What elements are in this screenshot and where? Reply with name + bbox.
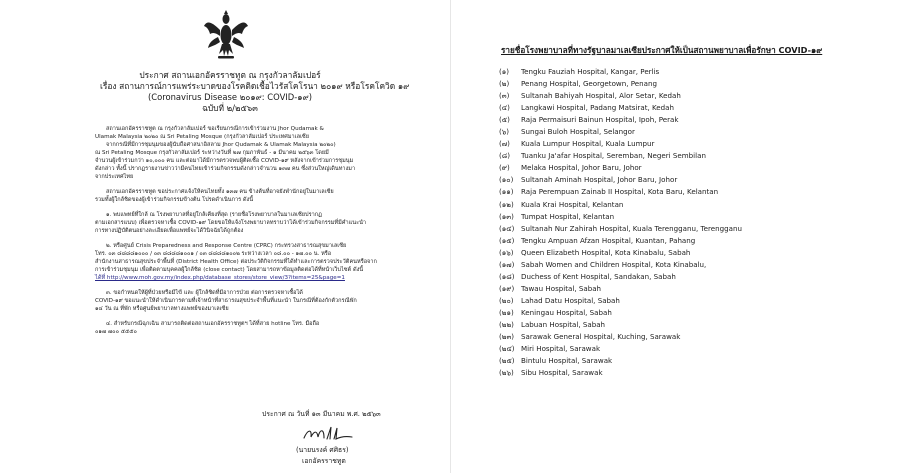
hospital-name: Keningau Hospital, Sabah <box>521 307 612 317</box>
hospital-number: (๑๔) <box>499 223 515 233</box>
hospital-number: (๑๕) <box>499 235 515 245</box>
hospital-number: (๑๑) <box>499 187 514 197</box>
heading-line: ประกาศ สถานเอกอัครราชทูต ณ กรุงกัวลาลัมเปอร์ <box>139 70 321 80</box>
hospital-list-item <box>499 78 879 90</box>
hospital-number: (๒) <box>499 79 510 89</box>
hospital-number: (๘) <box>499 151 511 161</box>
hospital-number: (๖) <box>499 127 510 137</box>
hospital-number: (๒๖) <box>499 368 514 378</box>
body-line: การเข้าร่วมชุมนุม เพื่อติดตามบุคคลผู้ใกล้ชิด (close contact) โดยสามารถหาข้อมูลติดต่อได้ที่หน้าเว็บไซต์ ดังนี้ <box>95 267 364 273</box>
hospital-list-title: รายชื่อโรงพยาบาลที่ทางรัฐบาลมาเลเซียประกาศให้เป็นสถานพยาบาลเพื่อรักษา COVID-๑๙ <box>501 45 823 55</box>
hospital-list-item <box>499 367 879 379</box>
hospital-name: Tuanku Ja'afar Hospital, Seremban, Negeri Sembilan <box>521 151 706 161</box>
hospital-list-item <box>499 90 879 102</box>
body-line: โทร. ๐๓ ๘๘๘๘๑๐๐๐ / ๐๓ ๘๘๘๘๑๐๐๑ / ๐๓ ๘๘๘๘๑๐๐๒ ระหว่างเวลา ๐๘.๐๐ - ๑๗.๐๐ น. หรือ <box>95 251 332 257</box>
moh-link[interactable] <box>95 274 345 282</box>
hospital-name: Tengku Ampuan Afzan Hospital, Kuantan, Pahang <box>521 235 696 245</box>
hospital-list-item <box>499 319 879 331</box>
body-line: ดังกล่าว ทั้งนี้ ปรากฏรายงานข่าวว่ามีคนไทยเข้าร่วมกิจกรรมดังกล่าวจำนวน ๑๓๗ คน ซึ่งส่วนใหญ่เดินทางมา <box>95 166 356 172</box>
body-line: รวมทั้งผู้ใกล้ชิดของผู้เข้าร่วมกิจกรรมข้างต้น โปรดดำเนินการ ดังนี้ <box>95 197 254 203</box>
body-line: ๔. สำหรับกรณีฉุกเฉิน สามารถติดต่อสถานเอกอัครราชทูตฯ ได้ที่สาย hotline โทร. มือถือ <box>106 321 320 327</box>
hospital-name: Sibu Hospital, Sarawak <box>521 368 603 378</box>
body-line: จากประเทศไทย <box>95 174 134 180</box>
hospital-list-item <box>499 138 879 150</box>
signature-icon <box>300 425 356 443</box>
hospital-list-item <box>499 343 879 355</box>
heading-line: เรื่อง สถานการณ์การแพร่ระบาดของโรคติดเชื้อไวรัสโคโรนา ๒๐๑๙ หรือโรคโควิด ๑๙ <box>100 81 410 91</box>
hospital-name: Penang Hospital, Georgetown, Penang <box>521 79 657 89</box>
signer-title: เอกอัครราชทูต <box>302 457 346 465</box>
body-line: สำนักงานสาธารณสุขประจำพื้นที่ (District Health Office) ต่อประวัติกิจกรรมที่ได้ทำและการตรวจประวัติคนหรือจาก <box>95 259 377 265</box>
hospital-list-item <box>499 162 879 174</box>
hospital-name: Duchess of Kent Hospital, Sandakan, Sabah <box>521 271 676 281</box>
hospital-number: (๔) <box>499 103 510 113</box>
body-line: สถานเอกอัครราชทูต ณ กรุงกัวลาลัมเปอร์ ขอเรียนกรณีการเข้าร่วมงาน Jhor Qudamak & <box>106 126 324 132</box>
body-line: ตามเอกสารแนบ) เพื่อตรวจหาเชื้อ COVID-๑๙ โดยขอให้แจ้งโรงพยาบาลทราบว่าได้เข้าร่วมกิจกรรมที่มีคำแนะนำ <box>95 220 367 226</box>
hospital-number: (๑๒) <box>499 199 514 209</box>
hospital-name: Langkawi Hospital, Padang Matsirat, Kedah <box>521 103 674 113</box>
hospital-list-item <box>499 271 879 283</box>
hospital-number: (๑๗) <box>499 259 515 269</box>
hospital-name: Lahad Datu Hospital, Sabah <box>521 295 620 305</box>
hospital-list-item <box>499 126 879 138</box>
hospital-number: (๑๓) <box>499 211 514 221</box>
body-line: สถานเอกอัครราชทูต ขอประกาศแจ้งให้คนไทยทั้ง ๑๓๗ คน ข้างต้นที่อาจยังพำนักอยู่ในมาเลเซีย <box>106 189 334 195</box>
hospital-list-item <box>499 307 879 319</box>
hospital-list-item <box>499 102 879 114</box>
hospital-name: Sultanah Bahiyah Hospital, Alor Setar, Kedah <box>521 91 681 101</box>
hospital-number: (๑) <box>499 67 510 76</box>
hospital-name: Sabah Women and Children Hospital, Kota Kinabalu, <box>521 259 707 269</box>
body-line: การทางปฏิบัติตนอย่างละเอียดเพื่อแพทย์จะได้วินิจฉัยได้ถูกต้อง <box>95 228 244 234</box>
hospital-number: (๒๒) <box>499 319 514 329</box>
body-line: ๑. พบแพทย์ที่ใกล้ ณ โรงพยาบาลที่อยู่ใกล้เคียงที่สุด (รายชื่อโรงพยาบาลในมาเลเซียปรากฏ <box>106 212 322 218</box>
hospital-name: Bintulu Hospital, Sarawak <box>521 356 613 366</box>
hospital-number: (๒๔) <box>499 344 515 354</box>
hospital-list-item <box>499 355 879 367</box>
hospital-name: Tengku Fauziah Hospital, Kangar, Perlis <box>521 67 660 76</box>
hospital-list-item <box>499 247 879 259</box>
hospital-name: Sungai Buloh Hospital, Selangor <box>521 127 635 137</box>
hospital-number: (๑๖) <box>499 247 514 257</box>
signer-name: (นายนรงค์ ศศิธร) <box>296 446 349 454</box>
hospital-number: (๙) <box>499 163 510 173</box>
hospital-name: Sarawak General Hospital, Kuching, Sarawak <box>521 332 681 342</box>
hospital-number: (๓) <box>499 91 510 101</box>
moh-link-text[interactable]: ได้ที่ http://www.moh.gov.my/index.php/database_stores/store_view/3?items=25&page=1 <box>95 275 345 281</box>
hospital-number: (๕) <box>499 115 510 125</box>
hospital-name: Raja Perempuan Zainab II Hospital, Kota Baru, Kelantan <box>521 187 719 197</box>
hospital-list-item <box>499 259 879 271</box>
hospital-name: Tumpat Hospital, Kelantan <box>521 211 615 221</box>
hospital-list-page <box>451 0 900 473</box>
hospital-number: (๗) <box>499 139 510 149</box>
body-line: Ulamak Malaysia ๒๐๒๐ ณ Sri Petaling Mosque (กรุงกัวลาลัมเปอร์ ประเทศมาเลเซีย <box>95 134 310 140</box>
hotline-number: ๐๑๗ ๗๐๐ ๕๕๕๐ <box>95 329 137 335</box>
body-line: จากกรณีที่มีการชุมนุมของผู้นับถือศาสนาอิสลาม Jhor Qudamak & Ulamak Malaysia ๒๐๒๐) <box>106 142 336 148</box>
body-line: ๑๔ วัน ณ ที่พัก หรือศูนย์พยาบาลทางแพทย์ของมาเลเซีย <box>95 306 229 312</box>
garuda-emblem-icon <box>204 10 248 62</box>
hospital-list-item <box>499 295 879 307</box>
hospital-name: Raja Permaisuri Bainun Hospital, Ipoh, Perak <box>521 115 679 125</box>
hospital-number: (๒๓) <box>499 332 515 342</box>
body-line: ณ Sri Petaling Mosque กรุงกัวลาลัมเปอร์ ระหว่างวันที่ ๒๗ กุมภาพันธ์ - ๑ มีนาคม ๒๕๖๓ โดยมี <box>95 150 329 156</box>
hospital-list-item <box>499 235 879 247</box>
heading-line: ฉบับที่ ๒/๒๕๖๓ <box>202 103 258 113</box>
hospital-list-item <box>499 150 879 162</box>
hospital-list-item <box>499 283 879 295</box>
hospital-number: (๒๑) <box>499 307 514 317</box>
hospital-list-item <box>499 199 879 211</box>
hospital-name: Miri Hospital, Sarawak <box>521 344 601 354</box>
hospital-list-item <box>499 211 879 223</box>
hospital-name: Kuala Krai Hospital, Kelantan <box>521 199 624 209</box>
date-line: ประกาศ ณ วันที่ ๑๓ มีนาคม พ.ศ. ๒๕๖๓ <box>262 410 381 418</box>
hospital-number: (๒๐) <box>499 295 514 305</box>
body-line: ๓. ขอกำหนดให้ผู้ที่ป่วยหรือมีไข้ และ ผู้ใกล้ชิดที่มีอาการป่วย ต่อการตรวจหาเชื้อได้ <box>106 290 303 296</box>
hospital-number: (๑๙) <box>499 283 515 293</box>
hospital-list <box>499 66 879 379</box>
hospital-list-item <box>499 223 879 235</box>
hospital-list-item <box>499 174 879 186</box>
hospital-list-item <box>499 331 879 343</box>
hospital-name: Tawau Hospital, Sabah <box>521 283 602 293</box>
body-line: ๒. หรือศูนย์ Crisis Preparedness and Response Centre (CPRC) กระทรวงสาธารณสุขมาเลเซีย <box>106 243 347 249</box>
hospital-list-item <box>499 186 879 198</box>
hospital-list-item <box>499 66 879 78</box>
hospital-name: Queen Elizabeth Hospital, Kota Kinabalu, Sabah <box>521 247 691 257</box>
hospital-list-item <box>499 114 879 126</box>
heading-line: (Coronavirus Disease ๒๐๑๙: COVID-๑๙) <box>148 92 312 102</box>
hospital-number: (๑๐) <box>499 175 514 185</box>
hospital-name: Labuan Hospital, Sabah <box>521 319 606 329</box>
body-line: จำนวนผู้เข้าร่วมกว่า ๑๐,๐๐๐ คน และต่อมาได้มีการตรวจพบผู้ติดเชื้อ COVID-๑๙ หลังจากเข้าร่วมการชุมนุม <box>95 158 354 164</box>
body-line: COVID-๑๙ ขอแนะนำให้ดำเนินการตามที่เจ้าหน้าที่สาธารณสุขประจำพื้นที่แนะนำ ในกรณีที่ต้องกักตัวกรณีพัก <box>95 298 357 304</box>
hospital-name: Sultanah Aminah Hospital, Johor Baru, Johor <box>521 175 678 185</box>
hospital-number: (๑๘) <box>499 271 515 281</box>
hospital-number: (๒๕) <box>499 356 515 366</box>
hospital-name: Sultanah Nur Zahirah Hospital, Kuala Terengganu, Terengganu <box>521 223 742 233</box>
hospital-name: Melaka Hospital, Johor Baru, Johor <box>521 163 642 173</box>
hospital-name: Kuala Lumpur Hospital, Kuala Lumpur <box>521 139 655 149</box>
